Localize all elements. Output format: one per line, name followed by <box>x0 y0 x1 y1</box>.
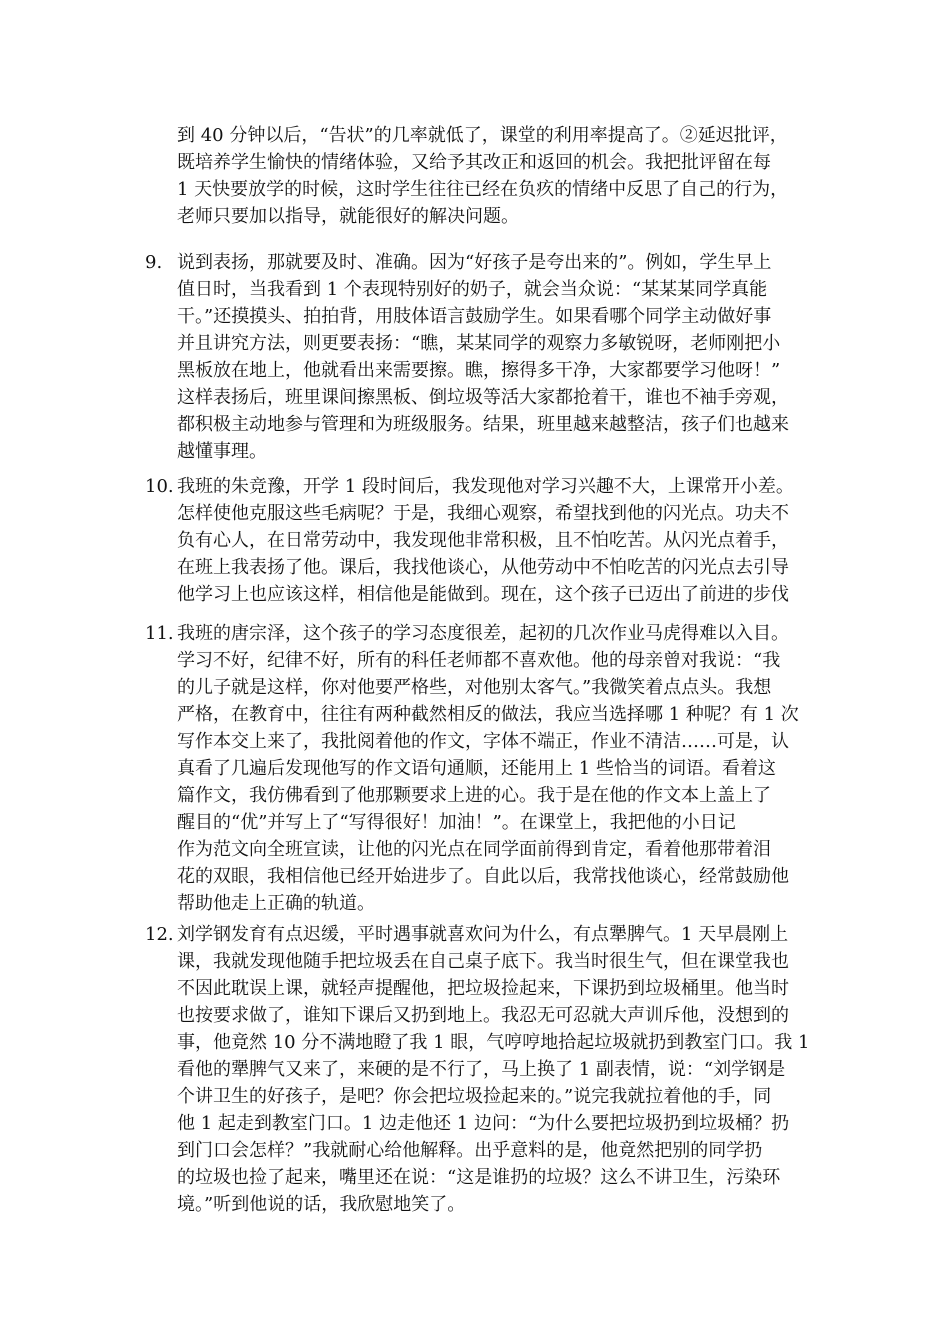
text-line: 我班的唐宗泽，这个孩子的学习态度很差，起初的几次作业马虎得难以入目。 <box>177 623 789 644</box>
text-line: 的垃圾也捡了起来，嘴里还在说：“这是谁扔的垃圾？这么不讲卫生，污染环 <box>177 1167 781 1188</box>
text-line: 写作本交上来了，我批阅着他的作文，字体不端正，作业不清洁……可是，认 <box>177 731 789 752</box>
text-line: 到 40 分钟以后，“告状”的几率就低了，课堂的利用率提高了。②延迟批评， <box>177 125 788 146</box>
text-line: 他 1 起走到教室门口。1 边走他还 1 边问：“为什么要把垃圾扔到垃圾桶？扔 <box>177 1113 790 1134</box>
text-line: 作为范文向全班宣读，让他的闪光点在同学面前得到肯定，看着他那带着泪 <box>177 839 771 860</box>
text-line: 的儿子就是这样，你对他要严格些，对他别太客气。”我微笑着点点头。我想 <box>177 677 772 698</box>
text-line: 帮助他走上正确的轨道。 <box>177 893 375 914</box>
item-number: 11. <box>145 623 174 644</box>
text-line: 也按要求做了，谁知下课后又扔到地上。我忍无可忍就大声训斥他，没想到的 <box>177 1005 789 1026</box>
text-line: 1 天快要放学的时候，这时学生往往已经在负疚的情绪中反思了自己的行为， <box>177 179 789 200</box>
list-item-12 <box>145 921 825 1218</box>
text-line: 负有心人，在日常劳动中，我发现他非常积极，且不怕吃苦。从闪光点着手， <box>177 530 789 551</box>
text-line: 事，他竟然 10 分不满地瞪了我 1 眼，气哼哼地拾起垃圾就扔到教室门口。我 1 <box>177 1032 810 1053</box>
text-line: 花的双眼，我相信他已经开始进步了。自此以后，我常找他谈心，经常鼓励他 <box>177 866 789 887</box>
text-line: 在班上我表扬了他。课后，我找他谈心，从他劳动中不怕吃苦的闪光点去引导 <box>177 557 789 578</box>
text-line: 不因此耽误上课，就轻声提醒他，把垃圾捡起来，下课扔到垃圾桶里。他当时 <box>177 978 789 999</box>
item-number: 10. <box>145 476 174 497</box>
text-line: 越懂事理。 <box>177 441 267 462</box>
text-line: 并且讲究方法，则更要表扬：“瞧，某某同学的观察力多敏锐呀，老师刚把小 <box>177 333 781 354</box>
text-line: 我班的朱竞豫，开学 1 段时间后，我发现他对学习兴趣不大，上课常开小差。 <box>177 476 794 497</box>
text-line: 课，我就发现他随手把垃圾丢在自己桌子底下。我当时很生气，但在课堂我也 <box>177 951 789 972</box>
list-item-9 <box>145 249 825 465</box>
text-line: 说到表扬，那就要及时、准确。因为“好孩子是夸出来的”。例如，学生早上 <box>177 252 772 273</box>
text-line: 个讲卫生的好孩子，是吧？你会把垃圾捡起来的。”说完我就拉着他的手，同 <box>177 1086 772 1107</box>
text-line: 黑板放在地上，他就看出来需要擦。瞧，擦得多干净，大家都要学习他呀！” <box>177 360 781 381</box>
text-line: 到门口会怎样？”我就耐心给他解释。出乎意料的是，他竟然把别的同学扔 <box>177 1140 763 1161</box>
text-line: 他学习上也应该这样，相信他是能做到。现在，这个孩子已迈出了前进的步伐 <box>177 584 789 605</box>
list-item-10 <box>145 473 825 608</box>
text-line: 境。”听到他说的话，我欣慰地笑了。 <box>177 1194 466 1215</box>
item-number: 9. <box>145 252 163 273</box>
continuation-paragraph <box>145 122 825 230</box>
text-line: 刘学钢发育有点迟缓，平时遇事就喜欢问为什么，有点犟脾气。1 天早晨刚上 <box>177 924 789 945</box>
list-item-11 <box>145 620 825 917</box>
text-line: 老师只要加以指导，就能很好的解决问题。 <box>177 206 519 227</box>
text-line: 这样表扬后，班里课间擦黑板、倒垃圾等活大家都抢着干，谁也不袖手旁观， <box>177 387 789 408</box>
text-line: 值日时，当我看到 1 个表现特别好的奶子，就会当众说：“某某某同学真能 <box>177 279 768 300</box>
text-line: 严格，在教育中，往往有两种截然相反的做法，我应当选择哪 1 种呢？有 1 次 <box>177 704 799 725</box>
text-line: 干。”还摸摸头、拍拍背，用肢体语言鼓励学生。如果看哪个同学主动做好事 <box>177 306 772 327</box>
text-line: 都积极主动地参与管理和为班级服务。结果，班里越来越整洁，孩子们也越来 <box>177 414 789 435</box>
text-line: 篇作文，我仿佛看到了他那颗要求上进的心。我于是在他的作文本上盖上了 <box>177 785 771 806</box>
text-line: 学习不好，纪律不好，所有的科任老师都不喜欢他。他的母亲曾对我说：“我 <box>177 650 781 671</box>
text-line: 既培养学生愉快的情绪体验，又给予其改正和返回的机会。我把批评留在每 <box>177 152 771 173</box>
item-number: 12. <box>145 924 174 945</box>
text-line: 醒目的“优”并写上了“写得很好！加油！”。在课堂上，我把他的小日记 <box>177 812 736 833</box>
text-line: 看他的犟脾气又来了，来硬的是不行了，马上换了 1 副表情，说：“刘学钢是 <box>177 1059 786 1080</box>
text-line: 真看了几遍后发现他写的作文语句通顺，还能用上 1 些恰当的词语。看着这 <box>177 758 776 779</box>
text-line: 怎样使他克服这些毛病呢？于是，我细心观察，希望找到他的闪光点。功夫不 <box>177 503 789 524</box>
